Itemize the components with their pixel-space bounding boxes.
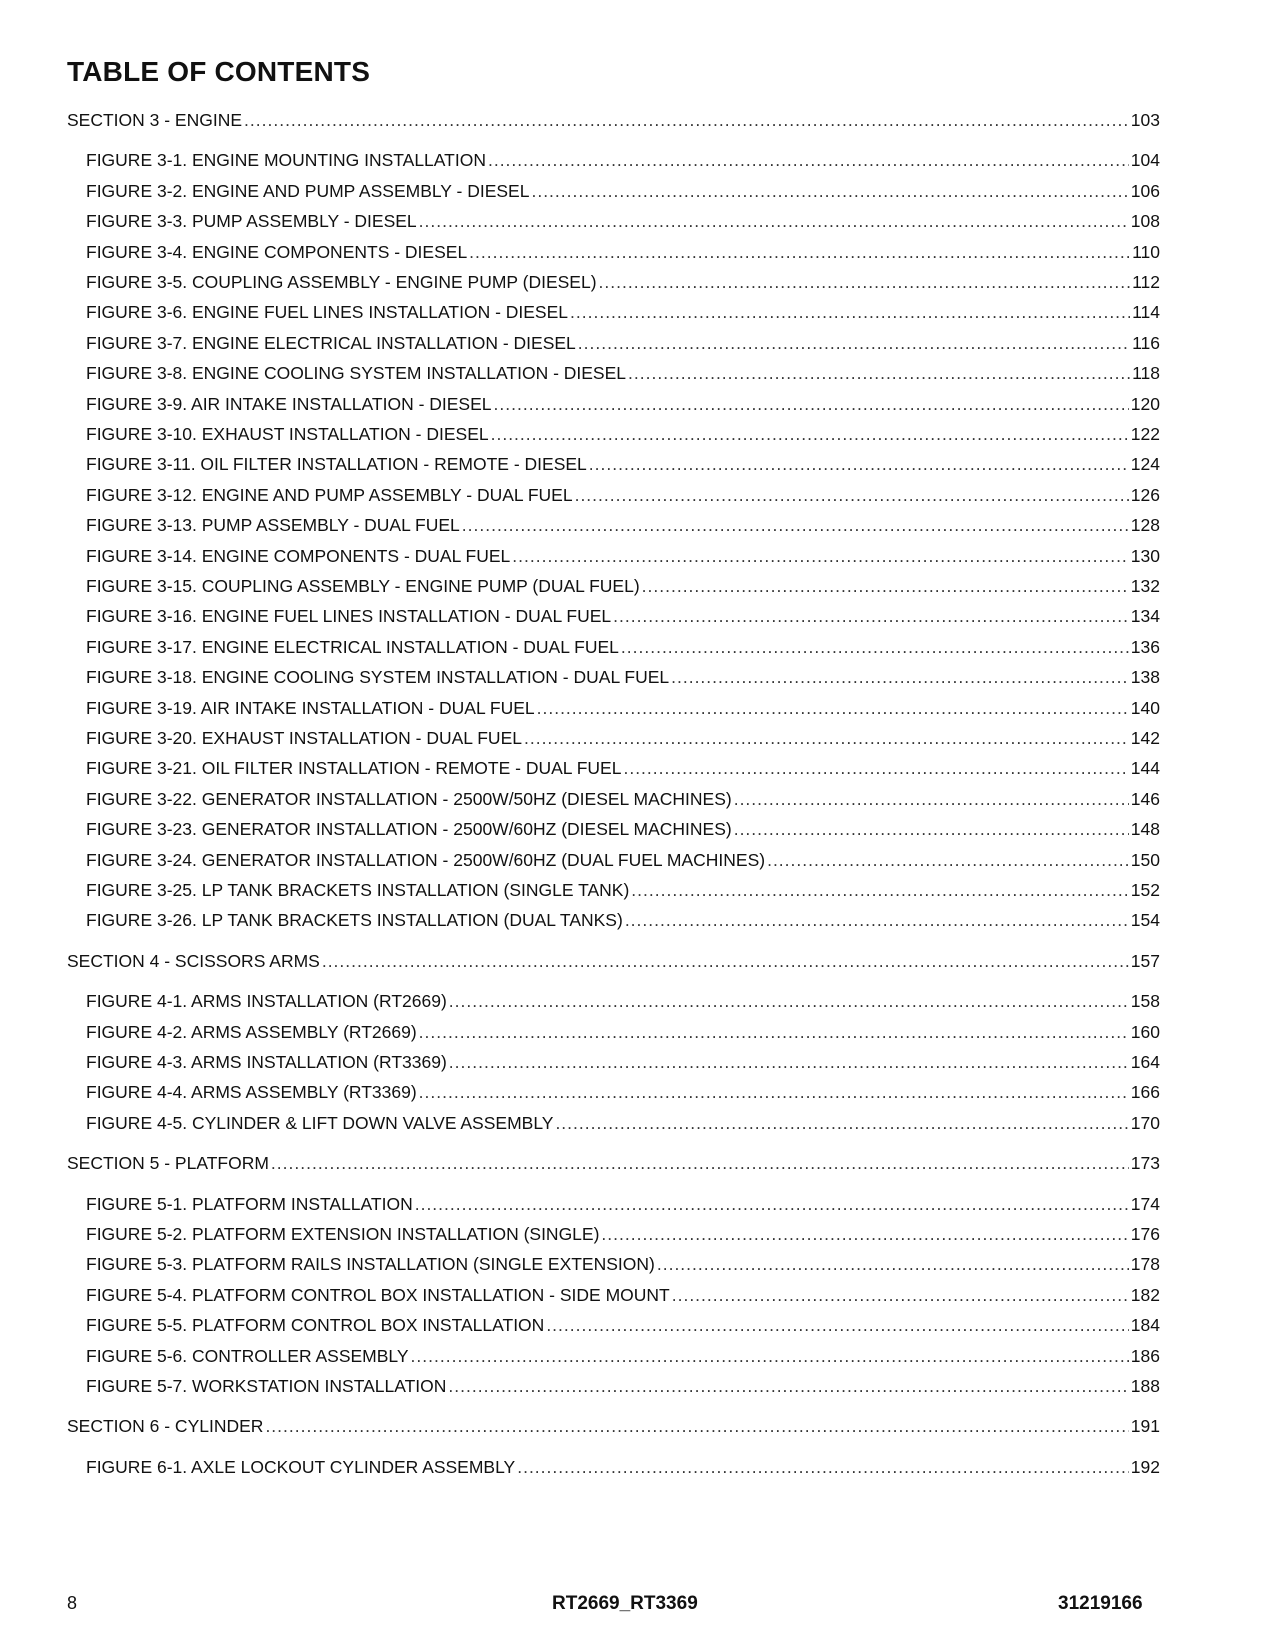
toc-entry-page: 178 xyxy=(1130,1254,1160,1275)
toc-figure-entry[interactable] xyxy=(67,817,1160,841)
toc-entry-page: 108 xyxy=(1130,211,1160,232)
toc-figure-entry[interactable] xyxy=(67,726,1160,750)
dot-leader xyxy=(555,1111,1128,1135)
toc-entry-title: FIGURE 4-5. CYLINDER & LIFT DOWN VALVE ASSEMBLY xyxy=(86,1112,554,1133)
toc-entry-title: FIGURE 3-2. ENGINE AND PUMP ASSEMBLY - DIESEL xyxy=(86,180,530,201)
dot-leader xyxy=(491,422,1129,446)
toc-figure-entry[interactable] xyxy=(67,604,1160,628)
dot-leader xyxy=(419,1020,1129,1044)
toc-figure-entry[interactable] xyxy=(67,483,1160,507)
dot-leader xyxy=(419,1080,1129,1104)
toc-entry-page: 184 xyxy=(1130,1315,1160,1336)
toc-entry-title: FIGURE 5-4. PLATFORM CONTROL BOX INSTALLATION - SIDE MOUNT xyxy=(86,1284,670,1305)
dot-leader xyxy=(449,989,1129,1013)
dot-leader xyxy=(524,726,1129,750)
dot-leader xyxy=(671,665,1129,689)
footer-document-number: 31219166 xyxy=(1058,1593,1143,1614)
dot-leader xyxy=(244,108,1129,132)
toc-entry-page: 116 xyxy=(1132,332,1160,353)
dot-leader xyxy=(419,209,1129,233)
dot-leader xyxy=(623,756,1128,780)
toc-figure-entry[interactable] xyxy=(67,1192,1160,1216)
toc-section-entry[interactable] xyxy=(67,1414,1160,1438)
toc-entry-title: FIGURE 3-11. OIL FILTER INSTALLATION - REMOTE - DIESEL xyxy=(86,454,587,475)
toc-entry-title: FIGURE 3-14. ENGINE COMPONENTS - DUAL FUEL xyxy=(86,545,511,566)
toc-figure-entry[interactable] xyxy=(67,1313,1160,1337)
toc-entry-title: FIGURE 3-19. AIR INTAKE INSTALLATION - DUAL FUEL xyxy=(86,697,535,718)
toc-figure-entry[interactable] xyxy=(67,270,1160,294)
toc-section-entry[interactable] xyxy=(67,1151,1160,1175)
dot-leader xyxy=(625,908,1129,932)
toc-figure-entry[interactable] xyxy=(67,696,1160,720)
toc-entry-title: FIGURE 3-26. LP TANK BRACKETS INSTALLATION (DUAL TANKS) xyxy=(86,910,623,931)
toc-entry-page: 140 xyxy=(1130,697,1160,718)
toc-figure-entry[interactable] xyxy=(67,1344,1160,1368)
toc-entry-title: FIGURE 5-7. WORKSTATION INSTALLATION xyxy=(86,1376,447,1396)
toc-entry-page: 144 xyxy=(1130,758,1160,779)
toc-figure-entry[interactable] xyxy=(67,756,1160,780)
dot-leader xyxy=(488,148,1129,172)
dot-leader xyxy=(734,817,1129,841)
dot-leader xyxy=(578,331,1130,355)
toc-entry-page: 192 xyxy=(1130,1456,1160,1477)
toc-entry-page: 103 xyxy=(1130,110,1160,130)
toc-entry-title: FIGURE 5-6. CONTROLLER ASSEMBLY xyxy=(86,1345,409,1366)
toc-entry-page: 186 xyxy=(1130,1345,1160,1366)
toc-entry-page: 142 xyxy=(1130,728,1160,748)
dot-leader xyxy=(512,544,1129,568)
dot-leader xyxy=(575,483,1129,507)
toc-entry-title: FIGURE 3-9. AIR INTAKE INSTALLATION - DIESEL xyxy=(86,393,492,414)
toc-figure-entry[interactable] xyxy=(67,1080,1160,1104)
toc-entry-page: 191 xyxy=(1130,1416,1160,1437)
toc-figure-entry[interactable] xyxy=(67,787,1160,811)
toc-figure-entry[interactable] xyxy=(67,392,1160,416)
toc-entry-page: 173 xyxy=(1130,1153,1160,1174)
toc-figure-entry[interactable] xyxy=(67,361,1160,385)
toc-entry-page: 154 xyxy=(1130,910,1160,931)
toc-figure-entry[interactable] xyxy=(67,148,1160,172)
toc-entry-title: FIGURE 3-20. EXHAUST INSTALLATION - DUAL FUEL xyxy=(86,728,522,748)
toc-figure-entry[interactable] xyxy=(67,1020,1160,1044)
toc-entry-title: FIGURE 3-5. COUPLING ASSEMBLY - ENGINE PUMP (DIESEL) xyxy=(86,272,597,292)
dot-leader xyxy=(411,1344,1129,1368)
toc-entry-page: 174 xyxy=(1130,1193,1160,1214)
dot-leader xyxy=(767,848,1129,872)
dot-leader xyxy=(469,240,1130,264)
toc-entry-page: 152 xyxy=(1130,880,1160,900)
toc-figure-entry[interactable] xyxy=(67,240,1160,264)
toc-entry-title: FIGURE 3-4. ENGINE COMPONENTS - DIESEL xyxy=(86,241,468,262)
dot-leader xyxy=(322,949,1129,973)
toc-entry-page: 112 xyxy=(1132,272,1160,292)
toc-entry-title: FIGURE 4-2. ARMS ASSEMBLY (RT2669) xyxy=(86,1021,417,1042)
dot-leader xyxy=(589,452,1129,476)
toc-entry-title: FIGURE 6-1. AXLE LOCKOUT CYLINDER ASSEMBLY xyxy=(86,1456,516,1477)
toc-entry-page: 132 xyxy=(1130,576,1160,596)
toc-entry-page: 138 xyxy=(1130,667,1160,688)
dot-leader xyxy=(657,1252,1129,1276)
dot-leader xyxy=(631,878,1129,902)
dot-leader xyxy=(537,696,1129,720)
toc-entry-title: FIGURE 3-23. GENERATOR INSTALLATION - 2500W/60HZ (DIESEL MACHINES) xyxy=(86,819,732,840)
toc-figure-entry[interactable] xyxy=(67,1374,1160,1398)
toc-section-entry[interactable] xyxy=(67,108,1160,132)
toc-entry-title: FIGURE 3-1. ENGINE MOUNTING INSTALLATION xyxy=(86,150,486,171)
toc-entry-page: 118 xyxy=(1132,363,1160,384)
toc-figure-entry[interactable] xyxy=(67,513,1160,537)
toc-figure-entry[interactable] xyxy=(67,574,1160,598)
toc-figure-entry[interactable] xyxy=(67,878,1160,902)
toc-entry-title: FIGURE 3-10. EXHAUST INSTALLATION - DIESEL xyxy=(86,424,489,444)
toc-entry-title: FIGURE 3-13. PUMP ASSEMBLY - DUAL FUEL xyxy=(86,515,460,536)
toc-entry-page: 158 xyxy=(1130,991,1160,1012)
toc-entry-page: 176 xyxy=(1130,1224,1160,1244)
toc-figure-entry[interactable] xyxy=(67,1252,1160,1276)
toc-entry-title: FIGURE 5-1. PLATFORM INSTALLATION xyxy=(86,1193,413,1214)
toc-figure-entry[interactable] xyxy=(67,989,1160,1013)
toc-figure-entry[interactable] xyxy=(67,1111,1160,1135)
toc-entry-title: SECTION 3 - ENGINE xyxy=(67,110,243,130)
toc-entry-title: FIGURE 3-17. ENGINE ELECTRICAL INSTALLATION - DUAL FUEL xyxy=(86,636,619,657)
dot-leader xyxy=(613,604,1129,628)
toc-entry-title: FIGURE 3-25. LP TANK BRACKETS INSTALLATION (SINGLE TANK) xyxy=(86,880,630,900)
toc-figure-entry[interactable] xyxy=(67,848,1160,872)
toc-entry-page: 160 xyxy=(1130,1021,1160,1042)
toc-entry-title: FIGURE 3-12. ENGINE AND PUMP ASSEMBLY - DUAL FUEL xyxy=(86,484,573,505)
dot-leader xyxy=(462,513,1129,537)
toc-entry-page: 114 xyxy=(1132,302,1160,323)
toc-entry-title: SECTION 5 - PLATFORM xyxy=(67,1153,269,1174)
toc-entry-title: FIGURE 3-3. PUMP ASSEMBLY - DIESEL xyxy=(86,211,417,232)
dot-leader xyxy=(415,1192,1129,1216)
dot-leader xyxy=(601,1222,1128,1246)
toc-figure-entry[interactable] xyxy=(67,1050,1160,1074)
footer-model: RT2669_RT3369 xyxy=(552,1593,698,1614)
toc-entry-page: 170 xyxy=(1130,1112,1160,1133)
toc-entry-page: 124 xyxy=(1130,454,1160,475)
toc-entry-page: 157 xyxy=(1130,950,1160,971)
toc-entry-page: 110 xyxy=(1132,241,1160,262)
dot-leader xyxy=(599,270,1131,294)
toc-entry-page: 130 xyxy=(1130,545,1160,566)
toc-entry-title: FIGURE 3-8. ENGINE COOLING SYSTEM INSTALLATION - DIESEL xyxy=(86,363,627,384)
toc-figure-entry[interactable] xyxy=(67,452,1160,476)
toc-figure-entry[interactable] xyxy=(67,300,1160,324)
dot-leader xyxy=(621,635,1129,659)
toc-entry-page: 104 xyxy=(1130,150,1160,171)
toc-entry-title: FIGURE 4-3. ARMS INSTALLATION (RT3369) xyxy=(86,1052,447,1072)
dot-leader xyxy=(734,787,1129,811)
toc-entry-page: 136 xyxy=(1130,636,1160,657)
toc-figure-entry[interactable] xyxy=(67,179,1160,203)
dot-leader xyxy=(672,1283,1129,1307)
toc-entry-title: FIGURE 3-7. ENGINE ELECTRICAL INSTALLATION - DIESEL xyxy=(86,332,576,353)
dot-leader xyxy=(271,1151,1129,1175)
toc-entry-page: 182 xyxy=(1130,1284,1160,1305)
dot-leader xyxy=(448,1374,1128,1398)
dot-leader xyxy=(494,392,1129,416)
dot-leader xyxy=(628,361,1130,385)
toc-entry-title: FIGURE 3-21. OIL FILTER INSTALLATION - REMOTE - DUAL FUEL xyxy=(86,758,622,779)
toc-entry-title: FIGURE 5-5. PLATFORM CONTROL BOX INSTALLATION xyxy=(86,1315,545,1336)
dot-leader xyxy=(449,1050,1129,1074)
toc-entry-title: FIGURE 3-6. ENGINE FUEL LINES INSTALLATION - DIESEL xyxy=(86,302,569,323)
toc-figure-entry[interactable] xyxy=(67,665,1160,689)
toc-entry-title: FIGURE 4-4. ARMS ASSEMBLY (RT3369) xyxy=(86,1082,417,1103)
toc-entry-page: 148 xyxy=(1130,819,1160,840)
toc-entry-page: 164 xyxy=(1130,1052,1160,1072)
dot-leader xyxy=(517,1455,1129,1479)
toc-entry-page: 166 xyxy=(1130,1082,1160,1103)
toc-entry-page: 122 xyxy=(1130,424,1160,444)
toc-figure-entry[interactable] xyxy=(67,1455,1160,1479)
toc-figure-entry[interactable] xyxy=(67,422,1160,446)
dot-leader xyxy=(570,300,1130,324)
dot-leader xyxy=(265,1414,1128,1438)
toc-entry-title: FIGURE 4-1. ARMS INSTALLATION (RT2669) xyxy=(86,991,447,1012)
footer-page-number: 8 xyxy=(67,1593,78,1613)
toc-entry-title: SECTION 4 - SCISSORS ARMS xyxy=(67,950,320,971)
toc-entry-page: 120 xyxy=(1130,393,1160,414)
toc-entry-page: 150 xyxy=(1130,849,1160,870)
toc-figure-entry[interactable] xyxy=(67,209,1160,233)
toc-entry-title: FIGURE 3-16. ENGINE FUEL LINES INSTALLATION - DUAL FUEL xyxy=(86,606,612,627)
dot-leader xyxy=(642,574,1129,598)
toc-entry-title: SECTION 6 - CYLINDER xyxy=(67,1416,264,1437)
toc-figure-entry[interactable] xyxy=(67,1283,1160,1307)
toc-entry-page: 134 xyxy=(1130,606,1160,627)
dot-leader xyxy=(546,1313,1128,1337)
toc-entry-page: 128 xyxy=(1130,515,1160,536)
toc-entry-title: FIGURE 3-22. GENERATOR INSTALLATION - 2500W/50HZ (DIESEL MACHINES) xyxy=(86,788,732,809)
toc-entry-page: 146 xyxy=(1130,788,1160,809)
toc-entry-title: FIGURE 5-2. PLATFORM EXTENSION INSTALLATION (SINGLE) xyxy=(86,1224,600,1244)
toc-figure-entry[interactable] xyxy=(67,331,1160,355)
page-title: TABLE OF CONTENTS xyxy=(67,56,371,87)
toc-entry-page: 126 xyxy=(1130,484,1160,505)
toc-entry-title: FIGURE 5-3. PLATFORM RAILS INSTALLATION (SINGLE EXTENSION) xyxy=(86,1254,655,1275)
toc-figure-entry[interactable] xyxy=(67,544,1160,568)
toc-figure-entry[interactable] xyxy=(67,1222,1160,1246)
dot-leader xyxy=(531,179,1128,203)
toc-entry-title: FIGURE 3-15. COUPLING ASSEMBLY - ENGINE PUMP (DUAL FUEL) xyxy=(86,576,640,596)
toc-entry-page: 106 xyxy=(1130,180,1160,201)
toc-section-entry[interactable] xyxy=(67,949,1160,973)
toc-entry-page: 188 xyxy=(1130,1376,1160,1396)
toc-entry-title: FIGURE 3-24. GENERATOR INSTALLATION - 2500W/60HZ (DUAL FUEL MACHINES) xyxy=(86,849,766,870)
toc-entry-title: FIGURE 3-18. ENGINE COOLING SYSTEM INSTALLATION - DUAL FUEL xyxy=(86,667,670,688)
toc-figure-entry[interactable] xyxy=(67,908,1160,932)
toc-figure-entry[interactable] xyxy=(67,635,1160,659)
